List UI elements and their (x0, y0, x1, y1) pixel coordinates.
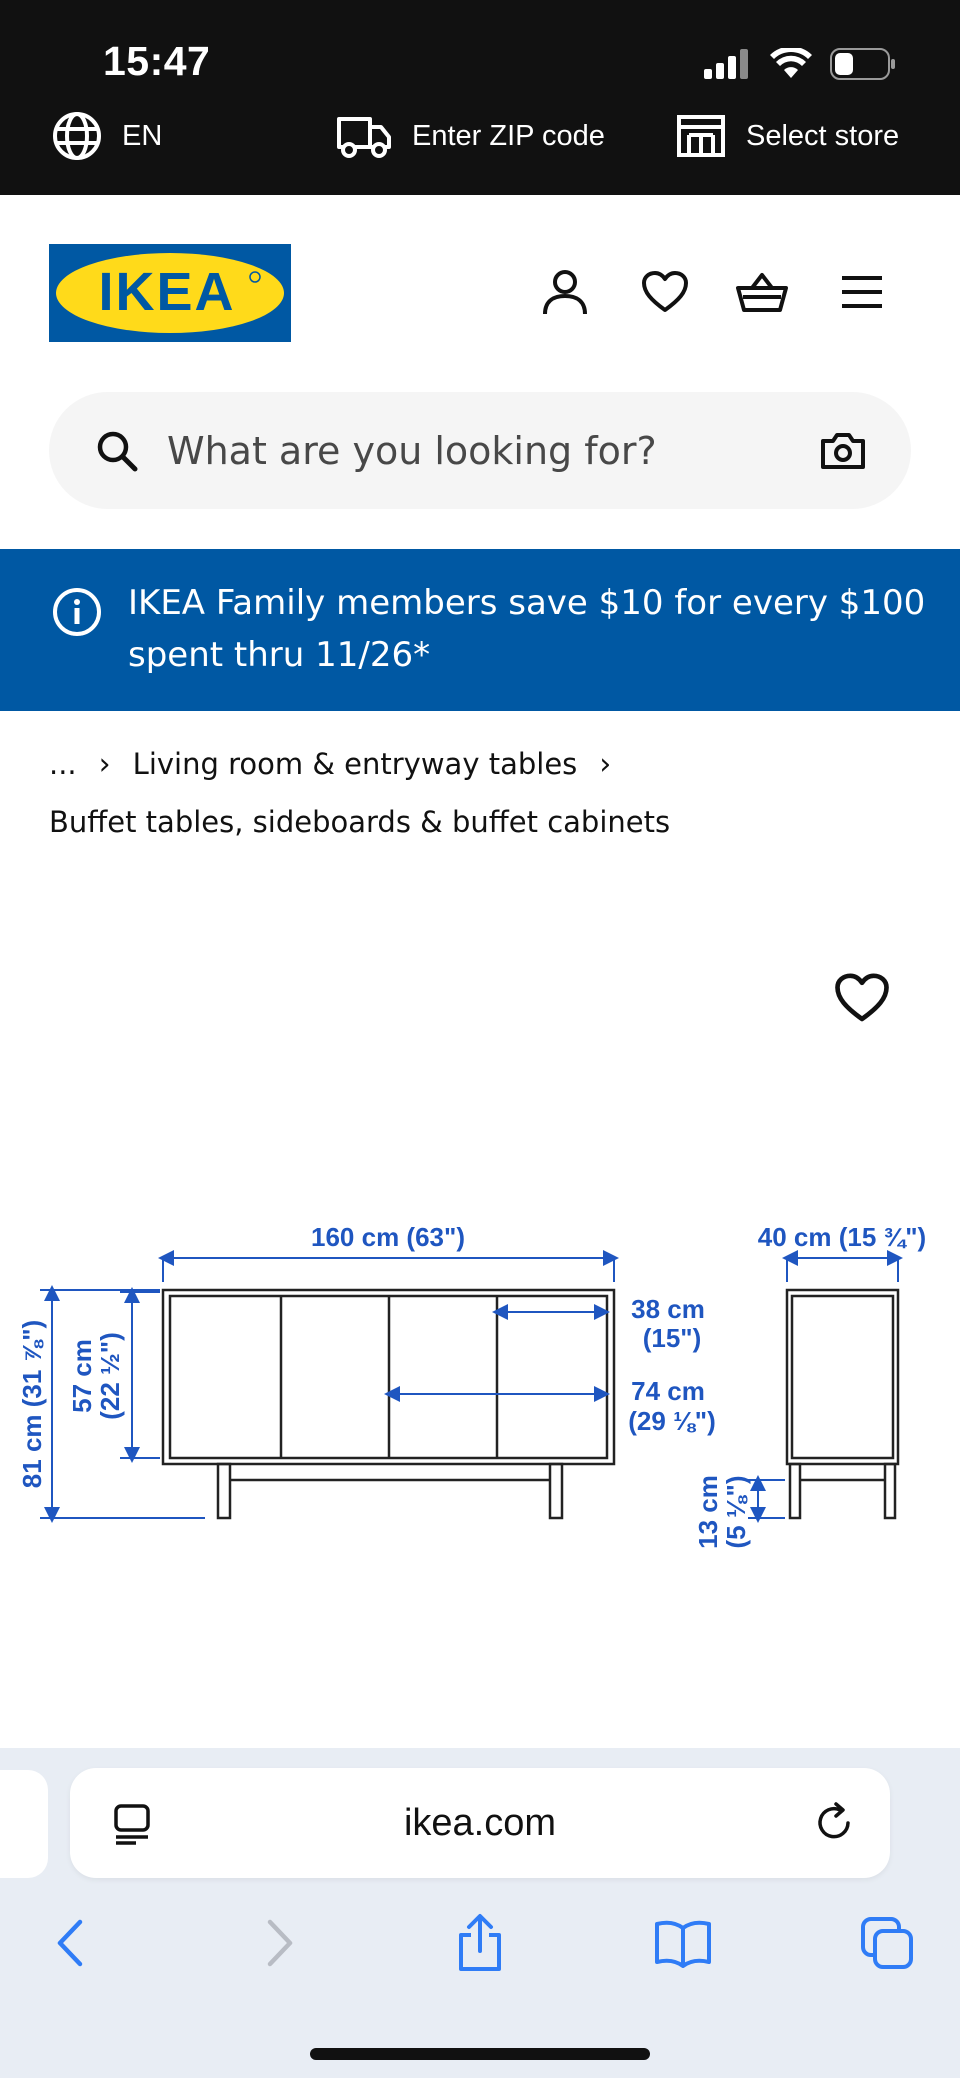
store-icon (676, 113, 726, 159)
favorites-button[interactable] (636, 263, 694, 321)
utility-bar (0, 108, 960, 164)
product-dimension-image[interactable] (0, 1200, 960, 1600)
menu-button[interactable] (833, 263, 891, 321)
leg-height-in-label: (5 ⅛") (721, 1475, 751, 1549)
ikea-logo[interactable] (49, 244, 291, 342)
shelf-depth-in-label: (15") (642, 1323, 702, 1353)
menu-icon (840, 274, 884, 310)
forward-button[interactable] (244, 1908, 314, 1978)
delivery-truck-icon (336, 113, 392, 159)
chevron-right-icon: › (599, 746, 612, 782)
depth-label: 40 cm (15 ¾") (757, 1222, 927, 1252)
ikea-logo-graphic (49, 244, 291, 342)
cabinet-height-in-label: (22 ½") (95, 1332, 125, 1420)
share-button[interactable] (445, 1908, 515, 1978)
front-view (163, 1290, 614, 1518)
search-input[interactable] (167, 416, 767, 486)
inner-width-cm-label: 74 cm (631, 1376, 705, 1406)
tabs-button[interactable] (852, 1908, 922, 1978)
select-store-button[interactable] (676, 108, 899, 164)
account-button[interactable] (536, 263, 594, 321)
heart-icon (641, 270, 689, 314)
language-selector[interactable] (52, 108, 162, 164)
globe-icon (52, 111, 102, 161)
promo-text: IKEA Family members save $10 for every $100 spent thru 11/26* (128, 583, 926, 675)
width-label: 160 cm (63") (311, 1222, 465, 1252)
address-bar[interactable] (70, 1768, 890, 1878)
top-bar (0, 0, 960, 195)
bookmarks-button[interactable] (648, 1908, 718, 1978)
shelf-depth-cm-label: 38 cm (631, 1294, 705, 1324)
back-icon (54, 1918, 88, 1968)
back-button[interactable] (36, 1908, 106, 1978)
basket-icon (735, 270, 789, 314)
side-view (787, 1290, 898, 1518)
height-label: 81 cm (31 ⅞") (17, 1319, 47, 1489)
account-icon (542, 268, 588, 316)
wifi-icon (770, 48, 812, 80)
breadcrumb-current[interactable]: Buffet tables, sideboards & buffet cabinets (49, 805, 671, 839)
select-store-label: Select store (746, 119, 900, 152)
breadcrumb-category[interactable]: Living room & entryway tables (132, 747, 578, 781)
zip-code-label: Enter ZIP code (412, 119, 605, 152)
previous-tab-preview[interactable] (0, 1770, 48, 1878)
language-label: EN (122, 119, 163, 152)
site-header (0, 195, 960, 355)
forward-icon (262, 1918, 296, 1968)
search-bar[interactable] (49, 392, 911, 509)
basket-button[interactable] (733, 263, 791, 321)
bookmarks-icon (653, 1918, 713, 1968)
browser-toolbar (0, 1908, 960, 1998)
inner-width-in-label: (29 ⅛") (628, 1406, 716, 1436)
info-icon (52, 587, 102, 637)
breadcrumb-ellipsis[interactable]: ... (49, 747, 77, 781)
status-icons (704, 44, 896, 84)
battery-icon (830, 48, 896, 80)
add-to-favorites-button[interactable] (834, 972, 890, 1028)
leg-height-cm-label: 13 cm (693, 1475, 723, 1549)
share-icon (455, 1913, 505, 1973)
breadcrumb (49, 740, 670, 846)
cabinet-height-cm-label: 57 cm (67, 1339, 97, 1413)
zip-code-button[interactable] (336, 108, 605, 164)
cellular-signal-icon (704, 49, 752, 79)
search-icon (93, 427, 141, 475)
ikea-logo-text: IKEA (98, 262, 236, 322)
home-indicator (310, 2048, 650, 2060)
status-time: 15:47 (103, 38, 211, 84)
heart-icon (834, 972, 890, 1024)
sideboard-diagram (0, 1200, 960, 1600)
camera-search-icon[interactable] (819, 427, 867, 475)
tabs-icon (859, 1915, 915, 1971)
promo-banner[interactable] (0, 549, 960, 711)
chevron-right-icon: › (98, 746, 111, 782)
reload-icon[interactable] (812, 1801, 856, 1845)
url-text: ikea.com (403, 1801, 557, 1844)
browser-bottom-bar (0, 1748, 960, 2078)
